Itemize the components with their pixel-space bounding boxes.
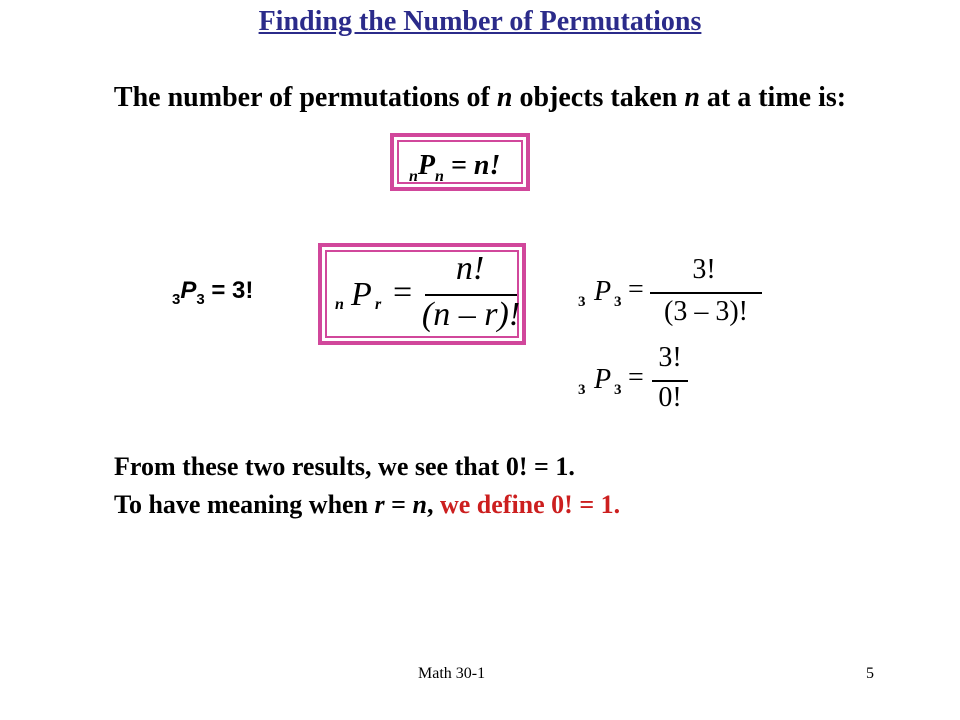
statement-part3: at a time is: bbox=[699, 82, 847, 113]
step1-symbol: P bbox=[594, 276, 612, 307]
conclusion-definition: we define 0! = 1. bbox=[439, 490, 621, 519]
conclusion-line2-b: = bbox=[384, 490, 413, 519]
npr-pre-sub: n bbox=[335, 296, 344, 313]
statement-var-n-1: n bbox=[496, 82, 513, 113]
example-post-sub: 3 bbox=[196, 291, 205, 308]
npr-denominator: (n – r)! bbox=[421, 296, 521, 333]
conclusion-line-2 bbox=[114, 490, 620, 520]
statement-part1: The number of permutations of bbox=[113, 82, 497, 113]
npr-numerator: n! bbox=[455, 250, 485, 287]
step2-symbol: P bbox=[594, 364, 612, 395]
formula-post-sub: n bbox=[435, 168, 444, 185]
npr-post-sub: r bbox=[375, 296, 382, 313]
statement-var-n-2: n bbox=[684, 82, 700, 113]
step1-pre-sub: 3 bbox=[578, 294, 586, 310]
formula-symbol: P bbox=[417, 150, 436, 181]
step2-equals: = bbox=[628, 362, 644, 393]
permutation-statement bbox=[0, 82, 960, 114]
step1-equals: = bbox=[628, 274, 644, 305]
slide-title: Finding the Number of Permutations bbox=[258, 6, 702, 37]
step1-post-sub: 3 bbox=[614, 294, 622, 310]
formula-box-npn bbox=[390, 133, 530, 191]
step2-pre-sub: 3 bbox=[578, 382, 586, 398]
step2-post-sub: 3 bbox=[614, 382, 622, 398]
formula-pre-sub: n bbox=[409, 168, 418, 185]
step1-denominator: (3 – 3)! bbox=[664, 296, 748, 327]
step1-numerator: 3! bbox=[692, 254, 716, 285]
example-3p3 bbox=[172, 277, 254, 308]
example-rhs: = 3! bbox=[204, 277, 254, 304]
formula-box-npr bbox=[318, 243, 526, 345]
step1-fraction-bar bbox=[650, 292, 762, 294]
formula-rhs: = n! bbox=[443, 150, 501, 181]
example-symbol: P bbox=[180, 277, 197, 304]
conclusion-line-1: From these two results, we see that 0! = 1. bbox=[114, 452, 575, 481]
step2-equation bbox=[578, 340, 698, 420]
footer-course: Math 30-1 bbox=[418, 665, 486, 682]
example-pre-sub: 3 bbox=[172, 291, 181, 308]
conclusion-var-n: n bbox=[412, 490, 427, 519]
step2-denominator: 0! bbox=[658, 382, 682, 413]
conclusion-line2-a: To have meaning when bbox=[114, 490, 375, 519]
footer-page-number: 5 bbox=[866, 665, 874, 682]
conclusion-var-r: r bbox=[374, 490, 385, 519]
formula-npn bbox=[409, 150, 501, 185]
statement-part2: objects taken bbox=[512, 82, 685, 113]
npr-symbol: P bbox=[351, 276, 372, 313]
conclusion-line2-c: , bbox=[426, 490, 440, 519]
step1-equation bbox=[578, 250, 788, 340]
step2-numerator: 3! bbox=[658, 342, 682, 373]
npr-equals: = bbox=[393, 274, 413, 311]
